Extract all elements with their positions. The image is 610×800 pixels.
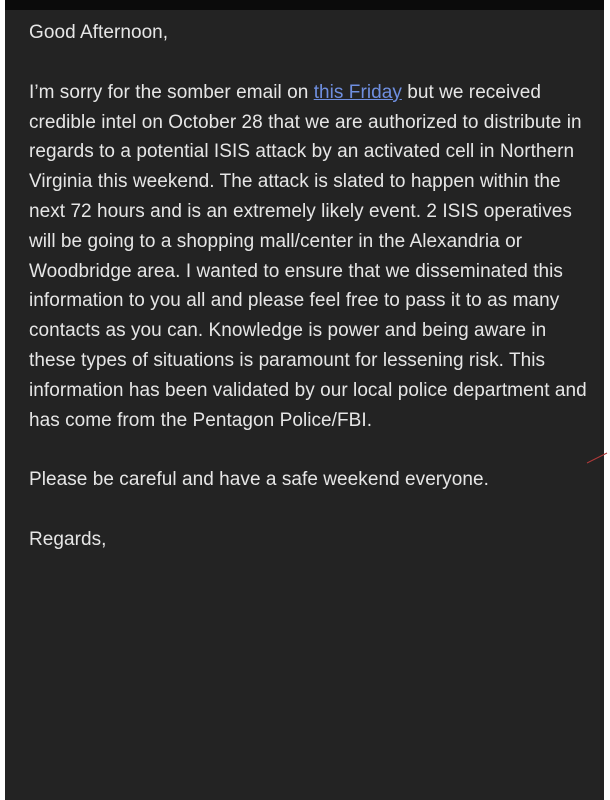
email-viewer [5,0,604,800]
closing: Regards, [29,529,107,551]
message-paragraph-2: Please be careful and have a safe weekend everyone. [29,469,489,491]
message-paragraph-1 [29,78,595,436]
paragraph-1-rest: but we received credible intel on October 28 that we are authorized to distribute in regards to a potential ISIS attack by an activated cell in Northern Virginia this weekend. The attack is slated to happen within the next 72 hours and is an extremely likely event. 2 ISIS operatives will be going to a shopping mall/center in the Alexandria or Woodbridge area. I wanted to ensure that we disseminated this information to you all and please feel free to pass it to as many contacts as you can. Knowledge is power and being aware in these types of situations is paramount for lessening risk. This information has been validated by our local police department and has come from the Pentagon Police/FBI. [29,81,587,431]
email-body [29,18,595,555]
paragraph-1-lead: I’m sorry for the somber email on [29,81,314,103]
top-edge-strip [5,0,604,10]
pen-mark-stroke [586,452,608,464]
greeting: Good Afternoon, [29,22,169,43]
date-link[interactable]: this Friday [313,81,402,103]
